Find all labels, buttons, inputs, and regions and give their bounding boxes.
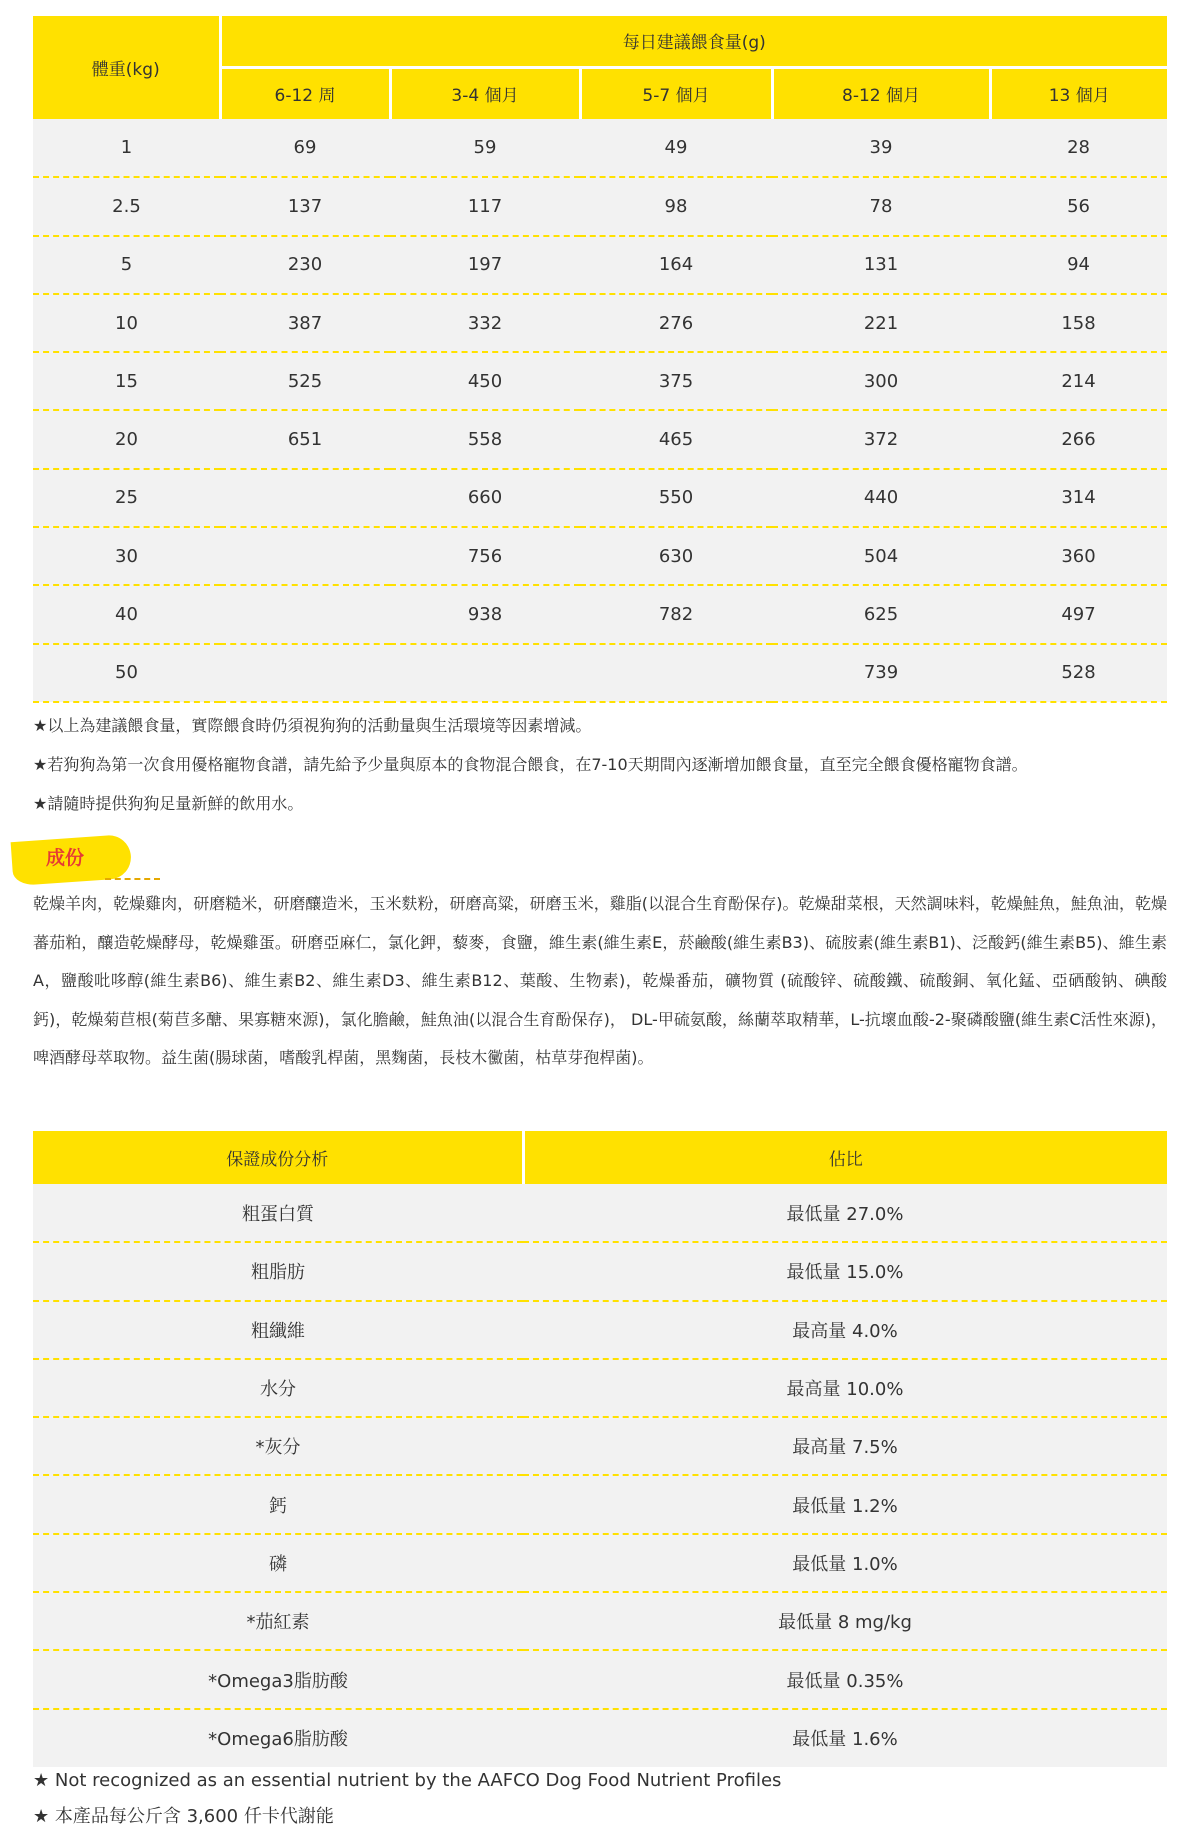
note-line: ★請隨時提供狗狗足量新鮮的飲用水。 xyxy=(33,794,304,813)
weight-cell: 30 xyxy=(33,527,220,585)
table-row xyxy=(33,236,1167,294)
amount-cell: 49 xyxy=(580,119,772,177)
value-cell: 最低量 1.2% xyxy=(523,1475,1167,1533)
amount-cell: 266 xyxy=(990,410,1167,468)
amount-cell: 117 xyxy=(390,177,580,235)
value-cell: 最高量 7.5% xyxy=(523,1417,1167,1475)
badge-underline xyxy=(105,878,160,880)
amount-cell: 214 xyxy=(990,352,1167,410)
feeding-table xyxy=(33,16,1167,703)
value-cell: 最高量 10.0% xyxy=(523,1359,1167,1417)
amount-cell: 938 xyxy=(390,585,580,643)
amount-cell: 276 xyxy=(580,294,772,352)
table-row xyxy=(33,527,1167,585)
amount-cell: 300 xyxy=(772,352,990,410)
table-row xyxy=(33,1301,1167,1359)
amount-cell: 158 xyxy=(990,294,1167,352)
note-line: ★以上為建議餵食量，實際餵食時仍須視狗狗的活動量與生活環境等因素增減。 xyxy=(33,716,592,735)
amount-cell: 230 xyxy=(220,236,390,294)
amount-cell: 660 xyxy=(390,469,580,527)
age-header: 13 個月 xyxy=(990,67,1167,119)
amount-cell: 504 xyxy=(772,527,990,585)
amount-cell: 497 xyxy=(990,585,1167,643)
amount-cell: 558 xyxy=(390,410,580,468)
amount-cell: 525 xyxy=(220,352,390,410)
weight-header: 體重(kg) xyxy=(33,16,220,119)
table-row xyxy=(33,1650,1167,1708)
amount-cell: 450 xyxy=(390,352,580,410)
amount-cell: 387 xyxy=(220,294,390,352)
amount-cell: 550 xyxy=(580,469,772,527)
amount-cell xyxy=(220,585,390,643)
amount-cell: 465 xyxy=(580,410,772,468)
nutrient-cell: *Omega3脂肪酸 xyxy=(33,1650,523,1708)
amount-cell: 131 xyxy=(772,236,990,294)
footnote: ★ 本產品每公斤含 3,600 仟卡代謝能 xyxy=(33,1806,334,1827)
amount-cell: 69 xyxy=(220,119,390,177)
amount-cell: 630 xyxy=(580,527,772,585)
table-row xyxy=(33,1417,1167,1475)
table-row xyxy=(33,1709,1167,1767)
table-row xyxy=(33,1359,1167,1417)
table-row xyxy=(33,1534,1167,1592)
amount-cell: 332 xyxy=(390,294,580,352)
amount-cell xyxy=(580,644,772,702)
table-row xyxy=(33,177,1167,235)
amount-cell: 651 xyxy=(220,410,390,468)
amount-cell: 164 xyxy=(580,236,772,294)
amount-cell: 739 xyxy=(772,644,990,702)
value-cell: 最低量 1.6% xyxy=(523,1709,1167,1767)
amount-cell: 59 xyxy=(390,119,580,177)
amount-cell: 360 xyxy=(990,527,1167,585)
weight-cell: 25 xyxy=(33,469,220,527)
amount-cell: 440 xyxy=(772,469,990,527)
amount-cell xyxy=(220,469,390,527)
footnotes xyxy=(33,1763,1167,1835)
percentage-header: 佔比 xyxy=(523,1131,1167,1184)
amount-cell: 756 xyxy=(390,527,580,585)
table-row xyxy=(33,352,1167,410)
amount-cell: 625 xyxy=(772,585,990,643)
nutrient-cell: 粗脂肪 xyxy=(33,1242,523,1300)
analysis-table xyxy=(33,1131,1167,1767)
age-header: 3-4 個月 xyxy=(390,67,580,119)
ingredients-text: 乾燥羊肉，乾燥雞肉，研磨糙米，研磨釀造米，玉米麩粉，研磨高粱，研磨玉米，雞脂(以混合生育酚保存)。乾燥甜菜根，天然調味料，乾燥鮭魚，鮭魚油，乾燥蕃茄粕，釀造乾燥酵母，乾燥雞蛋。研磨亞麻仁，氯化鉀，藜麥，食鹽，維生素(維生素E，菸鹼酸(維生素B3)、硫胺素(維生素B1)、泛酸鈣(維生素B5)、維生素A，鹽酸吡哆醇(維生素B6)、維生素B2、維生素D3、維生素B12、葉酸、生物素)，乾燥番茄，礦物質 (硫酸锌、硫酸鐵、硫酸銅、氧化錳、亞硒酸钠、碘酸鈣)，乾燥菊苣根(菊苣多醣、果寡糖來源)，氯化膽鹼，鮭魚油(以混合生育酚保存)， DL-甲硫氨酸，絲蘭萃取精華，L-抗壞血酸-2-聚磷酸鹽(維生素C活性來源)，啤酒酵母萃取物。益生菌(腸球菌，嗜酸乳桿菌，黑麴菌，長枝木黴菌，枯草芽孢桿菌)。 xyxy=(33,894,1167,1067)
weight-cell: 40 xyxy=(33,585,220,643)
nutrient-cell: *茄紅素 xyxy=(33,1592,523,1650)
footnote: ★ Not recognized as an essential nutrient by the AAFCO Dog Food Nutrient Profiles xyxy=(33,1770,782,1791)
age-header: 6-12 周 xyxy=(220,67,390,119)
weight-cell: 20 xyxy=(33,410,220,468)
weight-cell: 2.5 xyxy=(33,177,220,235)
daily-amount-header: 每日建議餵食量(g) xyxy=(220,16,1167,67)
value-cell: 最高量 4.0% xyxy=(523,1301,1167,1359)
table-row xyxy=(33,644,1167,702)
table-row xyxy=(33,119,1167,177)
table-row xyxy=(33,1592,1167,1650)
amount-cell: 782 xyxy=(580,585,772,643)
table-row xyxy=(33,1242,1167,1300)
table-row xyxy=(33,294,1167,352)
weight-cell: 15 xyxy=(33,352,220,410)
amount-cell: 528 xyxy=(990,644,1167,702)
nutrient-cell: *灰分 xyxy=(33,1417,523,1475)
table-row xyxy=(33,1184,1167,1242)
feeding-guide-table xyxy=(33,16,1167,703)
value-cell: 最低量 27.0% xyxy=(523,1184,1167,1242)
feeding-notes xyxy=(33,706,1167,823)
nutrient-cell: 粗蛋白質 xyxy=(33,1184,523,1242)
note-line: ★若狗狗為第一次食用優格寵物食譜，請先給予少量與原本的食物混合餵食，在7-10天期間內逐漸增加餵食量，直至完全餵食優格寵物食譜。 xyxy=(33,755,1028,774)
value-cell: 最低量 8 mg/kg xyxy=(523,1592,1167,1650)
amount-cell xyxy=(220,644,390,702)
value-cell: 最低量 15.0% xyxy=(523,1242,1167,1300)
amount-cell: 314 xyxy=(990,469,1167,527)
amount-cell xyxy=(390,644,580,702)
table-row xyxy=(33,585,1167,643)
table-row xyxy=(33,1475,1167,1533)
table-row xyxy=(33,469,1167,527)
amount-cell: 98 xyxy=(580,177,772,235)
amount-cell: 94 xyxy=(990,236,1167,294)
amount-cell: 137 xyxy=(220,177,390,235)
amount-cell: 56 xyxy=(990,177,1167,235)
value-cell: 最低量 0.35% xyxy=(523,1650,1167,1708)
table-row xyxy=(33,410,1167,468)
amount-cell xyxy=(220,527,390,585)
nutrient-cell: 粗纖維 xyxy=(33,1301,523,1359)
nutrient-cell: 鈣 xyxy=(33,1475,523,1533)
guaranteed-analysis-table xyxy=(33,1131,1167,1767)
amount-cell: 372 xyxy=(772,410,990,468)
analysis-header: 保證成份分析 xyxy=(33,1131,523,1184)
value-cell: 最低量 1.0% xyxy=(523,1534,1167,1592)
amount-cell: 375 xyxy=(580,352,772,410)
age-header: 5-7 個月 xyxy=(580,67,772,119)
weight-cell: 5 xyxy=(33,236,220,294)
ingredients-title: 成份 xyxy=(46,847,85,869)
amount-cell: 78 xyxy=(772,177,990,235)
weight-cell: 10 xyxy=(33,294,220,352)
amount-cell: 197 xyxy=(390,236,580,294)
age-header: 8-12 個月 xyxy=(772,67,990,119)
amount-cell: 39 xyxy=(772,119,990,177)
amount-cell: 221 xyxy=(772,294,990,352)
weight-cell: 1 xyxy=(33,119,220,177)
amount-cell: 28 xyxy=(990,119,1167,177)
nutrient-cell: *Omega6脂肪酸 xyxy=(33,1709,523,1767)
nutrient-cell: 磷 xyxy=(33,1534,523,1592)
nutrient-cell: 水分 xyxy=(33,1359,523,1417)
weight-cell: 50 xyxy=(33,644,220,702)
